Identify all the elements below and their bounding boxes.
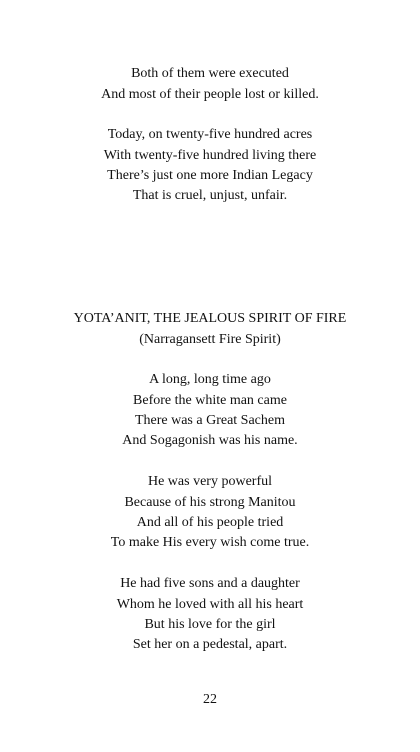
- poem-title: YOTA’ANIT, THE JEALOUS SPIRIT OF FIRE: [73, 311, 347, 326]
- page-number: 22: [203, 692, 217, 707]
- verse-line: But his love for the girl: [144, 617, 276, 632]
- verse-line: There was a Great Sachem: [134, 413, 286, 428]
- verse-line: A long, long time ago: [149, 372, 271, 387]
- verse-line: And most of their people lost or killed.: [101, 87, 319, 102]
- verse-line: Because of his strong Manitou: [124, 495, 296, 510]
- verse-line: He was very powerful: [147, 474, 272, 489]
- verse-line: And all of his people tried: [136, 515, 284, 530]
- verse-line: Both of them were executed: [131, 66, 289, 81]
- verse-line: Before the white man came: [133, 393, 287, 408]
- verse-line: That is cruel, unjust, unfair.: [132, 188, 288, 203]
- verse-line: There’s just one more Indian Legacy: [107, 168, 313, 183]
- verse-line: Today, on twenty-five hundred acres: [107, 127, 313, 142]
- verse-line: To make His every wish come true.: [110, 535, 310, 550]
- verse-line: He had five sons and a daughter: [120, 576, 300, 591]
- poem-subtitle: (Narragansett Fire Spirit): [139, 332, 281, 347]
- verse-line: With twenty-five hundred living there: [103, 148, 317, 163]
- verse-line: Whom he loved with all his heart: [116, 597, 304, 612]
- verse-line: Set her on a pedestal, apart.: [132, 637, 288, 652]
- verse-line: And Sogagonish was his name.: [122, 433, 298, 448]
